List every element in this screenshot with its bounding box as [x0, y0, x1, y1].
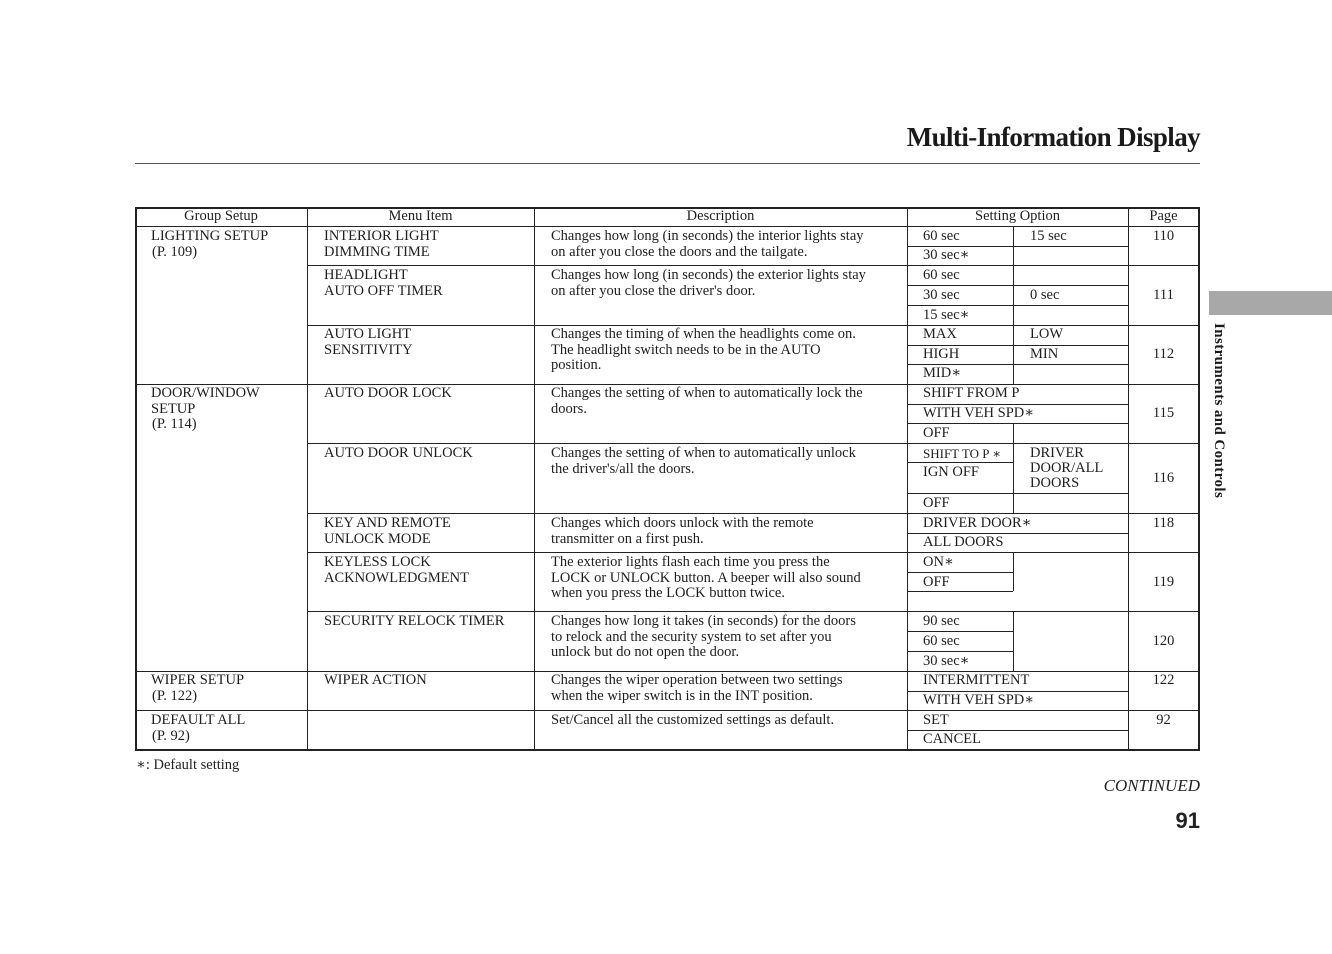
setting-option: ON∗	[923, 554, 954, 570]
description-text: when you press the LOCK button twice.	[551, 585, 785, 601]
menu-item-label: WIPER ACTION	[324, 672, 427, 688]
option-divider	[907, 462, 1013, 463]
option-divider	[1013, 443, 1014, 513]
option-divider	[1013, 611, 1014, 671]
option-divider	[907, 305, 1128, 306]
description-text: position.	[551, 357, 602, 373]
section-label: Instruments and Controls	[1211, 323, 1227, 499]
page-ref: 116	[1152, 470, 1175, 486]
menu-item-label: SENSITIVITY	[324, 341, 413, 358]
group-label: SETUP	[151, 400, 196, 417]
setting-option: HIGH	[923, 346, 960, 362]
option-divider	[907, 423, 1128, 424]
section-tab	[1209, 291, 1332, 315]
page-ref: 110	[1152, 228, 1175, 244]
column-divider	[534, 207, 535, 750]
page-ref: 122	[1152, 672, 1175, 688]
column-divider	[307, 207, 308, 750]
setting-option: 30 sec∗	[923, 653, 970, 669]
setting-option: INTERMITTENT	[923, 672, 1030, 688]
table-border-bottom	[135, 749, 1200, 751]
option-divider	[1013, 226, 1014, 265]
header-divider	[135, 226, 1199, 227]
setting-option: 60 sec	[923, 633, 960, 649]
setting-option: MAX	[923, 326, 957, 342]
option-divider	[907, 493, 1128, 494]
header-description: Description	[686, 208, 755, 224]
group-label: WIPER SETUP	[151, 672, 245, 688]
setting-option: OFF	[923, 574, 950, 590]
setting-option: 30 sec	[923, 287, 960, 303]
row-divider	[307, 265, 1199, 266]
page-ref: 119	[1152, 574, 1175, 590]
page-title: Multi-Information Display	[906, 122, 1200, 152]
setting-option: ALL DOORS	[923, 534, 1004, 550]
option-divider	[1013, 325, 1014, 384]
page-ref: 92	[1156, 712, 1171, 728]
group-divider	[135, 710, 1199, 711]
description-text: on after you close the doors and the tailgate.	[551, 243, 808, 260]
setting-option: SET	[923, 712, 949, 728]
setting-option: MIN	[1030, 346, 1059, 362]
description-text: The headlight switch needs to be in the AUTO	[551, 341, 821, 358]
group-label: (P. 114)	[152, 416, 197, 432]
group-label: (P. 122)	[152, 687, 198, 704]
page-ref: 115	[1152, 405, 1175, 421]
menu-item-label: AUTO LIGHT	[324, 326, 412, 342]
group-label: (P. 92)	[152, 727, 190, 744]
description-text: the driver's/all the doors.	[551, 460, 695, 477]
setting-option: 30 sec∗	[923, 247, 970, 263]
group-label: (P. 109)	[152, 243, 198, 260]
option-divider	[907, 631, 1013, 632]
setting-option: CANCEL	[923, 731, 981, 747]
description-text: Changes how long (in seconds) the interior lights stay	[551, 228, 864, 244]
continued-label: CONTINUED	[1103, 776, 1200, 795]
option-divider	[1013, 265, 1014, 325]
header-group-setup: Group Setup	[184, 208, 258, 224]
option-divider	[907, 572, 1013, 573]
menu-item-label: HEADLIGHT	[324, 267, 408, 283]
setting-option: WITH VEH SPD∗	[923, 692, 1035, 708]
description-text: Set/Cancel all the customized settings as default.	[551, 712, 835, 728]
description-text: Changes the wiper operation between two settings	[551, 672, 843, 688]
setting-option: 90 sec	[923, 613, 960, 629]
setting-option: WITH VEH SPD∗	[923, 405, 1035, 421]
row-divider	[307, 552, 1199, 553]
option-divider	[907, 285, 1128, 286]
setting-option: 15 sec	[1030, 228, 1067, 244]
menu-item-label: AUTO DOOR UNLOCK	[324, 445, 473, 461]
description-text: Changes the setting of when to automatically unlock	[551, 445, 856, 461]
header-menu-item: Menu Item	[388, 208, 453, 224]
menu-item-label: ACKNOWLEDGMENT	[324, 569, 469, 586]
description-text: Changes how long it takes (in seconds) for the doors	[551, 613, 856, 629]
page-ref: 111	[1153, 287, 1174, 303]
setting-option: DRIVER DOOR∗	[923, 515, 1032, 531]
description-text: when the wiper switch is in the INT position.	[551, 687, 813, 704]
page-number: 91	[1175, 808, 1200, 833]
description-text: LOCK or UNLOCK button. A beeper will also sound	[551, 569, 861, 586]
menu-item-label: KEYLESS LOCK	[324, 554, 431, 570]
row-divider	[307, 513, 1199, 514]
description-text: transmitter on a first push.	[551, 530, 704, 547]
page-ref: 112	[1152, 346, 1175, 362]
description-text: Changes the setting of when to automatically lock the	[551, 385, 863, 401]
option-divider	[1013, 423, 1014, 443]
description-text: doors.	[551, 400, 587, 417]
setting-option: DRIVER	[1030, 445, 1084, 461]
row-divider	[307, 611, 1199, 612]
description-text: Changes how long (in seconds) the exterior lights stay	[551, 267, 866, 283]
menu-item-label: UNLOCK MODE	[324, 530, 431, 547]
page-ref: 120	[1152, 633, 1175, 649]
footnote: ∗: Default setting	[136, 757, 240, 773]
header-setting-option: Setting Option	[975, 208, 1060, 224]
menu-item-label: AUTO DOOR LOCK	[324, 385, 452, 401]
column-divider	[907, 207, 908, 750]
setting-option: OFF	[923, 425, 950, 441]
setting-option: 60 sec	[923, 228, 960, 244]
setting-option: IGN OFF	[923, 464, 979, 480]
table-border-left	[135, 207, 137, 750]
description-text: The exterior lights flash each time you press the	[551, 554, 830, 570]
description-text: Changes the timing of when the headlights come on.	[551, 326, 856, 342]
description-text: Changes which doors unlock with the remote	[551, 515, 814, 531]
setting-option: LOW	[1030, 326, 1064, 342]
menu-item-label: DIMMING TIME	[324, 243, 430, 260]
setting-option: 15 sec∗	[923, 307, 970, 323]
page-ref: 118	[1152, 515, 1175, 531]
title-rule	[135, 163, 1200, 164]
setting-option: MID∗	[923, 365, 962, 381]
setting-option: SHIFT TO P ∗	[923, 446, 1002, 461]
menu-item-label: KEY AND REMOTE	[324, 515, 451, 531]
option-divider	[907, 591, 1013, 592]
description-text: to relock and the security system to set after you	[551, 628, 832, 645]
group-label: DEFAULT ALL	[151, 712, 246, 728]
description-text: unlock but do not open the door.	[551, 644, 740, 660]
header-page: Page	[1149, 208, 1178, 224]
option-divider	[1013, 552, 1014, 591]
setting-option: OFF	[923, 495, 950, 511]
row-divider	[307, 443, 1199, 444]
option-divider	[907, 651, 1013, 652]
description-text: on after you close the driver's door.	[551, 282, 756, 299]
menu-item-label: AUTO OFF TIMER	[324, 282, 443, 299]
setting-option: SHIFT FROM P	[923, 385, 1020, 401]
setting-option: 60 sec	[923, 267, 960, 283]
group-label: DOOR/WINDOW	[151, 385, 260, 401]
setting-option: DOOR/ALL	[1030, 460, 1104, 476]
menu-item-label: INTERIOR LIGHT	[324, 228, 439, 244]
setting-option: 0 sec	[1030, 287, 1060, 303]
setting-option: DOORS	[1030, 475, 1080, 491]
menu-item-label: SECURITY RELOCK TIMER	[324, 613, 505, 629]
group-label: LIGHTING SETUP	[151, 228, 269, 244]
